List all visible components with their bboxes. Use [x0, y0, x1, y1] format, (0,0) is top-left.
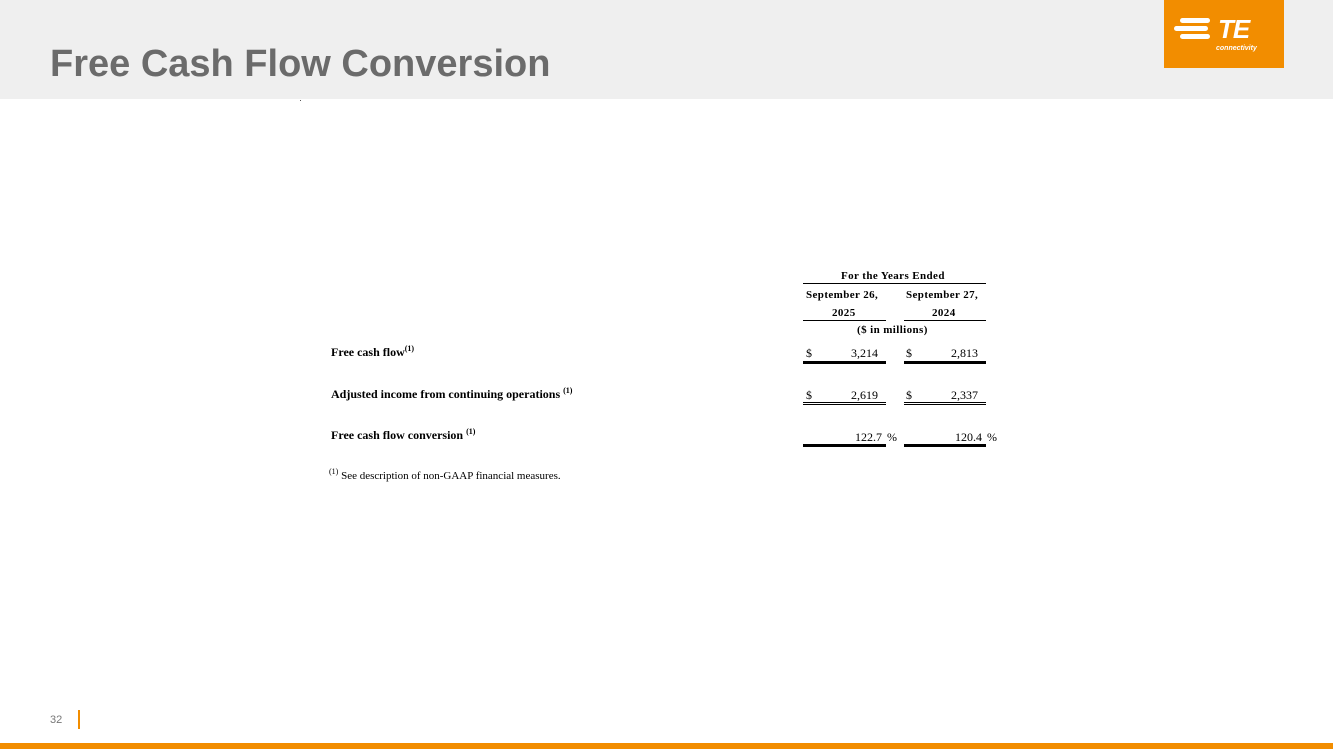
bottom-accent-bar — [0, 743, 1333, 749]
currency-symbol: $ — [906, 388, 912, 402]
percent-suffix: % — [887, 430, 897, 444]
currency-symbol: $ — [906, 346, 912, 360]
value-fcf-conversion-2024: 120.4 — [955, 430, 982, 444]
value-free-cash-flow-2025: 3,214 — [851, 346, 878, 360]
column-date-2: September 27, — [906, 289, 979, 301]
column-year-2: 2024 — [932, 307, 956, 319]
currency-symbol: $ — [806, 388, 812, 402]
double-underline — [904, 402, 986, 405]
value-free-cash-flow-2024: 2,813 — [951, 346, 978, 360]
total-rule — [904, 444, 986, 447]
period-header-rule — [803, 283, 986, 284]
currency-symbol: $ — [806, 346, 812, 360]
total-rule — [803, 444, 886, 447]
value-fcf-conversion-2025: 122.7 — [855, 430, 882, 444]
page-number: 32 — [50, 714, 63, 726]
units-header: ($ in millions) — [857, 324, 928, 336]
value-adjusted-income-2024: 2,337 — [951, 388, 978, 402]
stray-mark — [300, 100, 301, 101]
value-adjusted-income-2025: 2,619 — [851, 388, 878, 402]
percent-suffix: % — [987, 430, 997, 444]
footnote: $^{(1)}$ See description of non-GAAP financial measures. — [329, 467, 561, 482]
row-label-adjusted-income: Adjusted income from continuing operations $^{(1)}$ — [331, 386, 573, 401]
page-number-divider — [78, 710, 80, 729]
total-rule — [803, 361, 886, 364]
company-logo — [1164, 0, 1284, 68]
logo-tagline: connectivity — [1216, 45, 1257, 52]
total-rule — [904, 361, 986, 364]
row-label-free-cash-flow: Free cash flow$^{(1)}$ — [331, 344, 415, 359]
column-rule-1 — [803, 320, 886, 321]
te-connectivity-logo-icon — [1174, 14, 1218, 44]
column-date-1: September 26, — [806, 289, 879, 301]
column-rule-2 — [904, 320, 986, 321]
column-year-1: 2025 — [832, 307, 856, 319]
double-underline — [803, 402, 886, 405]
period-header: For the Years Ended — [841, 270, 945, 282]
slide-title: Free Cash Flow Conversion — [50, 43, 551, 85]
row-label-fcf-conversion: Free cash flow conversion $^{(1)}$ — [331, 427, 476, 442]
logo-wordmark: TE — [1218, 14, 1250, 44]
